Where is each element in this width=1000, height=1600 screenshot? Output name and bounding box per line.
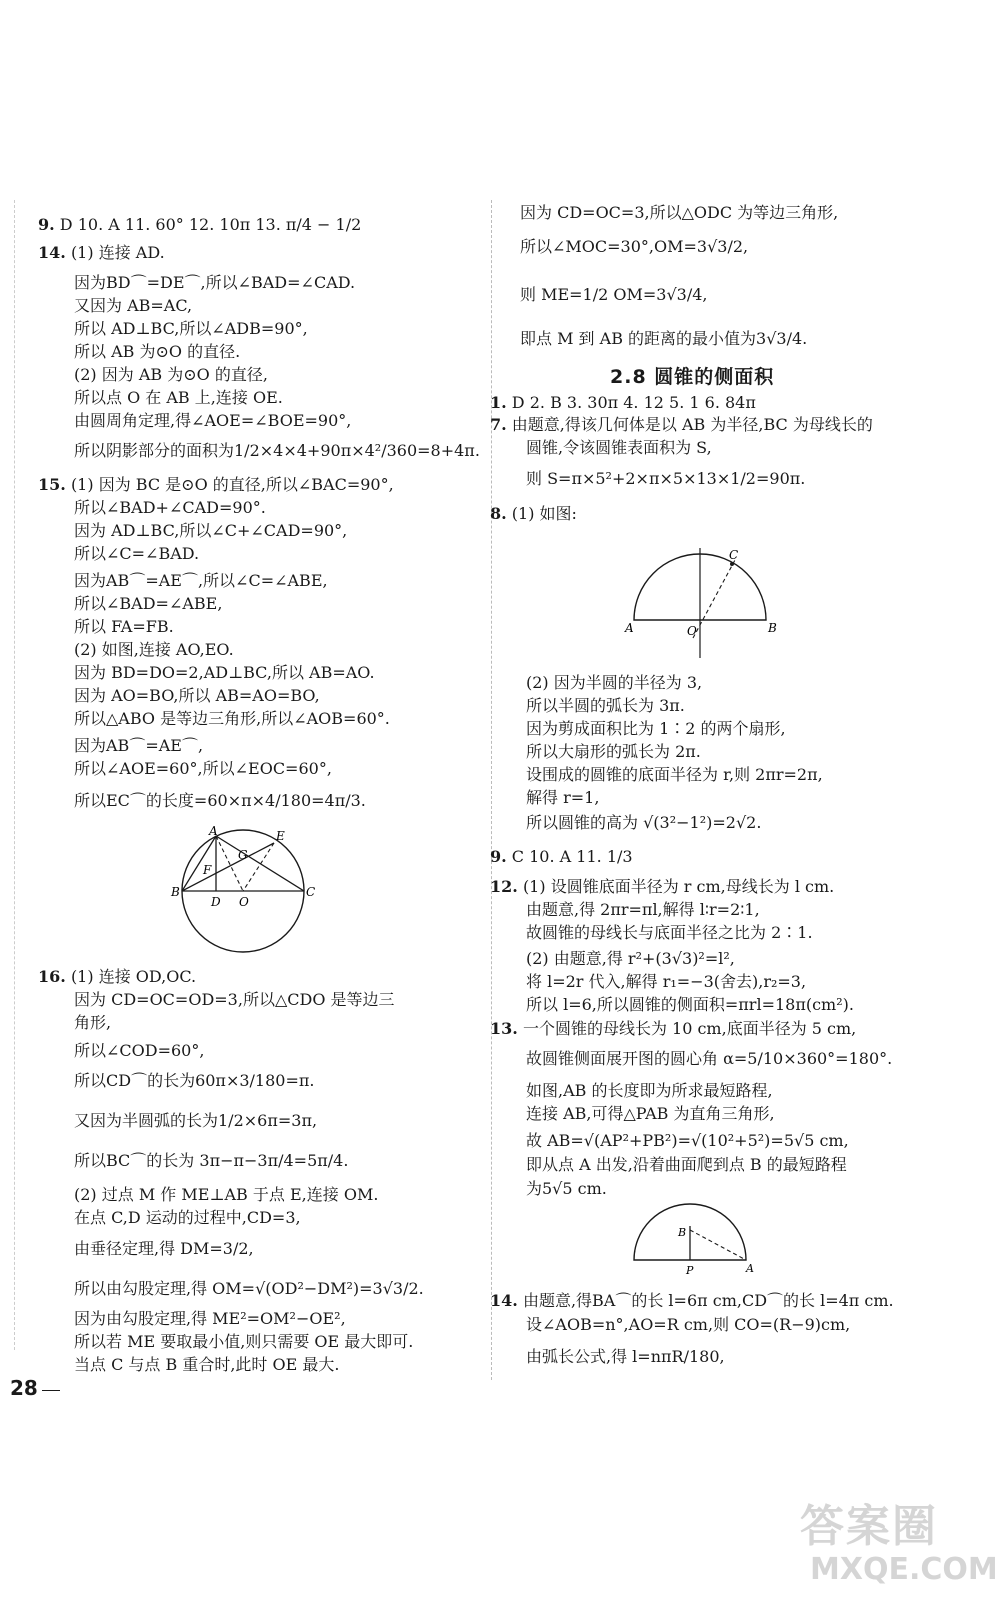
answer-line: 12. (1) 设圆锥底面半径为 r cm,母线长为 l cm. [490,877,835,896]
answer-line: 7. 由题意,得该几何体是以 AB 为半径,BC 为母线长的 [490,415,873,434]
answer-line: 所以由勾股定理,得 OM=√(OD²−DM²)=3√3/2. [74,1279,424,1298]
answer-line: 14. 由题意,得BA⌒的长 l=6π cm,CD⌒的长 l=4π cm. [490,1291,894,1310]
answer-line: 因为 AD⊥BC,所以∠C+∠CAD=90°, [74,521,348,540]
answer-line: 即从点 A 出发,沿着曲面爬到点 B 的最短路程 [526,1155,847,1174]
answer-line: 所以∠C=∠BAD. [74,544,200,563]
answer-line: (2) 由题意,得 r²+(3√3)²=l², [526,949,735,968]
answer-line: 16. (1) 连接 OD,OC. [38,967,197,986]
answer-line: (2) 过点 M 作 ME⊥AB 于点 E,连接 OM. [74,1185,379,1204]
answer-line: 所以BC⌒的长为 3π−π−3π/4=5π/4. [74,1151,349,1170]
answer-line: (2) 如图,连接 AO,EO. [74,640,234,659]
label-a: A [209,824,218,838]
answer-line: 如图,AB 的长度即为所求最短路程, [526,1081,773,1100]
answer-line: 所以大扇形的弧长为 2π. [526,742,701,761]
answer-line: 因为 CD=OC=3,所以△ODC 为等边三角形, [520,203,839,222]
answer-line: 所以点 O 在 AB 上,连接 OE. [74,388,283,407]
answer-line: (2) 因为半圆的半径为 3, [526,673,703,692]
answer-line: 设∠AOB=n°,AO=R cm,则 CO=(R−9)cm, [526,1315,851,1334]
answer-line: 13. 一个圆锥的母线长为 10 cm,底面半径为 5 cm, [490,1019,857,1038]
answer-line: 又因为半圆弧的长为1/2×6π=3π, [74,1111,318,1130]
answer-line: 所以阴影部分的面积为1/2×4×4+90π×4²/360=8+4π. [74,441,480,460]
answer-line: 解得 r=1, [526,788,600,807]
answer-line: 即点 M 到 AB 的距离的最小值为3√3/4. [520,329,808,348]
segment-be [182,843,274,891]
answer-line: 在点 C,D 运动的过程中,CD=3, [74,1208,301,1227]
label-b: B [171,885,180,899]
label-g: G [238,848,248,862]
label-c: C [306,885,316,899]
answer-line: 故 AB=√(AP²+PB²)=√(10²+5²)=5√5 cm, [526,1131,849,1150]
answer-line: 所以∠BAD=∠ABE, [74,594,223,613]
page-number: 28 [10,1376,38,1400]
answer-line: 所以∠BAD+∠CAD=90°. [74,498,266,517]
answer-line: 则 S=π×5²+2×π×5×13×1/2=90π. [526,469,806,488]
answer-line: 所以∠COD=60°, [74,1041,205,1060]
answer-line: 因为 CD=OC=OD=3,所以△CDO 是等边三 [74,990,395,1009]
answer-line: 为5√5 cm. [526,1179,607,1198]
label-b: B [678,1226,687,1239]
answer-line: 所以 AD⊥BC,所以∠ADB=90°, [74,319,308,338]
answer-line: 所以 AB 为⊙O 的直径. [74,342,241,361]
answer-line: 则 ME=1/2 OM=3√3/4, [520,285,708,304]
answer-line: 由垂径定理,得 DM=3/2, [74,1239,254,1258]
answer-line: 设围成的圆锥的底面半径为 r,则 2πr=2π, [526,765,823,784]
answer-line: 因为由勾股定理,得 ME²=OM²−OE², [74,1309,346,1328]
label-b: B [768,621,777,635]
answer-line: 由题意,得 2πr=πl,解得 l∶r=2∶1, [526,900,760,919]
label-p: P [686,1264,694,1277]
answer-line: 9. D 10. A 11. 60° 12. 10π 13. π/4 − 1/2 [38,215,362,234]
watermark-cn: 答案圈 [800,1501,938,1552]
answer-line: 所以若 ME 要取最小值,则只需要 OE 最大即可. [74,1332,414,1351]
label-c: C [729,548,739,562]
answer-line: 所以圆锥的高为 √(3²−1²)=2√2. [526,813,762,832]
answer-line: 1. D 2. B 3. 30π 4. 12 5. 1 6. 84π [490,393,756,412]
answer-line: 圆锥,令该圆锥表面积为 S, [526,438,712,457]
watermark [800,1490,998,1600]
answer-line: 所以CD⌒的长为60π×3/180=π. [74,1071,315,1090]
answer-line: 又因为 AB=AC, [74,296,193,315]
answer-line: 因为 BD=DO=2,AD⊥BC,所以 AB=AO. [74,663,375,682]
answer-line: 将 l=2r 代入,解得 r₁=−3(舍去),r₂=3, [526,972,807,991]
answer-line: 所以EC⌒的长度=60×π×4/180=4π/3. [74,791,366,810]
answer-line: 当点 C 与点 B 重合时,此时 OE 最大. [74,1355,340,1374]
left-margin-rule [14,200,15,1350]
answer-line: 15. (1) 因为 BC 是⊙O 的直径,所以∠BAC=90°, [38,475,394,494]
dashed-line-oc [693,560,735,638]
label-a: A [625,621,634,635]
answer-line: 14. (1) 连接 AD. [38,243,165,262]
page-number-dash [42,1390,60,1391]
segment-ab [690,1230,746,1260]
figure-15-circle [168,826,318,956]
answer-line: 所以∠MOC=30°,OM=3√3/2, [520,237,749,256]
answer-line: 9. C 10. A 11. 1/3 [490,847,633,866]
watermark-en: MXQE.COM [810,1552,998,1587]
label-d: D [211,895,221,909]
label-f: F [203,863,212,877]
answer-line: 由弧长公式,得 l=nπR/180, [526,1347,725,1366]
answer-line: 因为AB⌒=AE⌒, [74,736,204,755]
label-a: A [746,1262,754,1275]
answer-line: 连接 AB,可得△PAB 为直角三角形, [526,1104,775,1123]
figure-13-semicircle [630,1208,760,1283]
answer-line: 因为剪成面积比为 1∶2 的两个扇形, [526,719,786,738]
section-title: 2.8 圆锥的侧面积 [610,366,775,388]
label-o: O [239,895,249,909]
answer-line: 所以半圆的弧长为 3π. [526,696,685,715]
point-c [730,562,734,566]
answer-line: 故圆锥侧面展开图的圆心角 α=5/10×360°=180°. [526,1049,893,1068]
segment-eo [243,843,274,891]
figure-8-semicircle [625,540,775,665]
answer-line: 8. (1) 如图: [490,504,577,523]
label-e: E [276,829,285,843]
label-o: O [687,624,697,638]
answer-line: 所以∠AOE=60°,所以∠EOC=60°, [74,759,332,778]
answer-line: 所以 l=6,所以圆锥的侧面积=πrl=18π(cm²). [526,995,854,1014]
answer-line: 角形, [74,1013,112,1032]
answer-line: (2) 因为 AB 为⊙O 的直径, [74,365,268,384]
answer-line: 由圆周角定理,得∠AOE=∠BOE=90°, [74,411,352,430]
answer-line: 故圆锥的母线长与底面半径之比为 2∶1. [526,923,813,942]
answer-line: 因为BD⌒=DE⌒,所以∠BAD=∠CAD. [74,273,356,292]
answer-line: 因为AB⌒=AE⌒,所以∠C=∠ABE, [74,571,328,590]
answer-line: 所以△ABO 是等边三角形,所以∠AOB=60°. [74,709,390,728]
answer-line: 所以 FA=FB. [74,617,174,636]
answer-line: 因为 AO=BO,所以 AB=AO=BO, [74,686,320,705]
